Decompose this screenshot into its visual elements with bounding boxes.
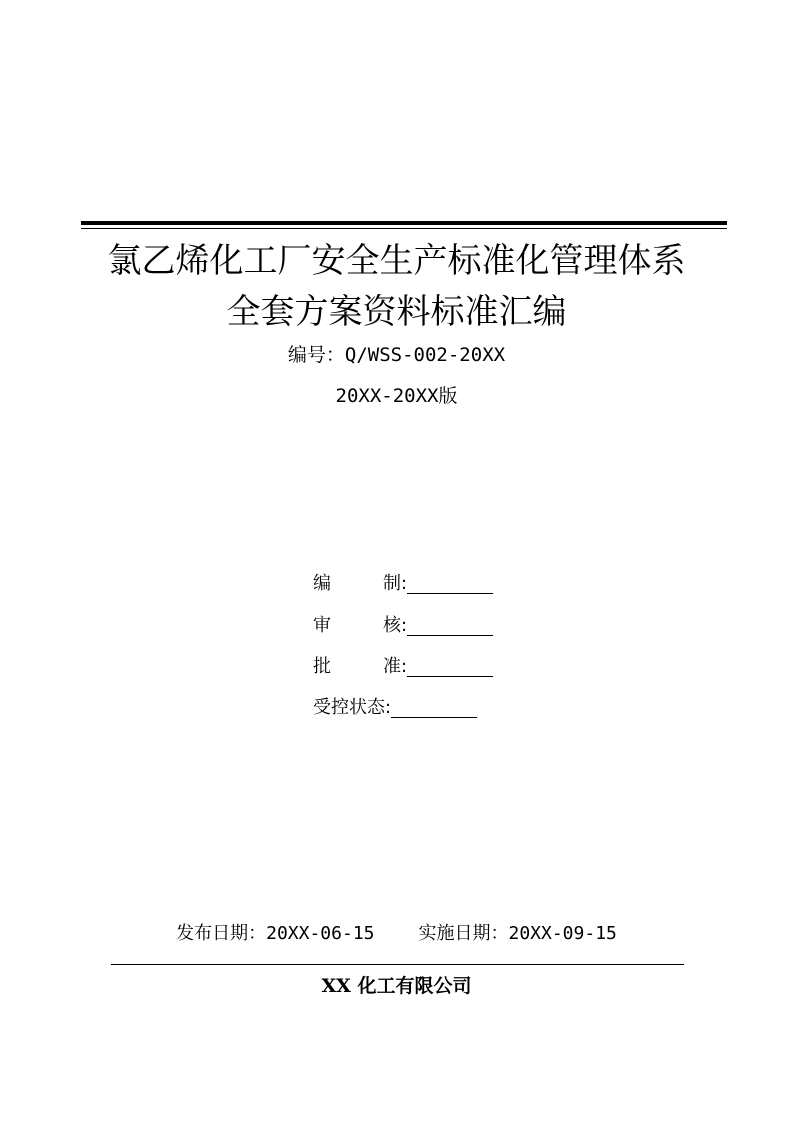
edition-line (0, 383, 793, 409)
edition-suffix: 版 (438, 385, 458, 407)
document-title-line-2: 全套方案资料标准汇编 (226, 292, 567, 332)
signature-row-control-status: 受控状态 : (313, 692, 477, 720)
signature-row-reviewed: 审 核 : (313, 610, 493, 638)
document-code-label: 编号： (287, 344, 345, 366)
document-code-value: Q/WSS-002-20XX (344, 344, 506, 366)
signature-row-approved: 批 准 : (313, 651, 493, 679)
signature-label-control-status: 受控状态 (313, 697, 385, 718)
signature-blank-compiled[interactable] (407, 573, 493, 594)
signature-blank-approved[interactable] (407, 656, 493, 677)
signature-row-compiled: 编 制 : (313, 568, 493, 596)
effective-date-value: 20XX-09-15 (508, 923, 617, 944)
edition-value: 20XX-20XX (335, 385, 439, 407)
signature-blank-reviewed[interactable] (407, 615, 493, 636)
dates-line (0, 921, 793, 947)
publish-date-value: 20XX-06-15 (266, 923, 375, 944)
footer-rule (111, 964, 684, 965)
signature-label-compiled: 编 制 (313, 573, 401, 594)
document-title-line-1: 氯乙烯化工厂安全生产标准化管理体系 (107, 241, 686, 281)
signature-blank-control-status[interactable] (391, 697, 477, 718)
title-rule-thin (81, 228, 727, 229)
company-name: XX 化工有限公司 (321, 975, 472, 997)
title-rule-thick (81, 221, 727, 225)
publish-date-label: 发布日期： (176, 923, 267, 944)
document-code (0, 342, 793, 368)
effective-date-label: 实施日期： (418, 923, 509, 944)
signature-label-reviewed: 审 核 (313, 615, 401, 636)
signature-label-approved: 批 准 (313, 656, 401, 677)
